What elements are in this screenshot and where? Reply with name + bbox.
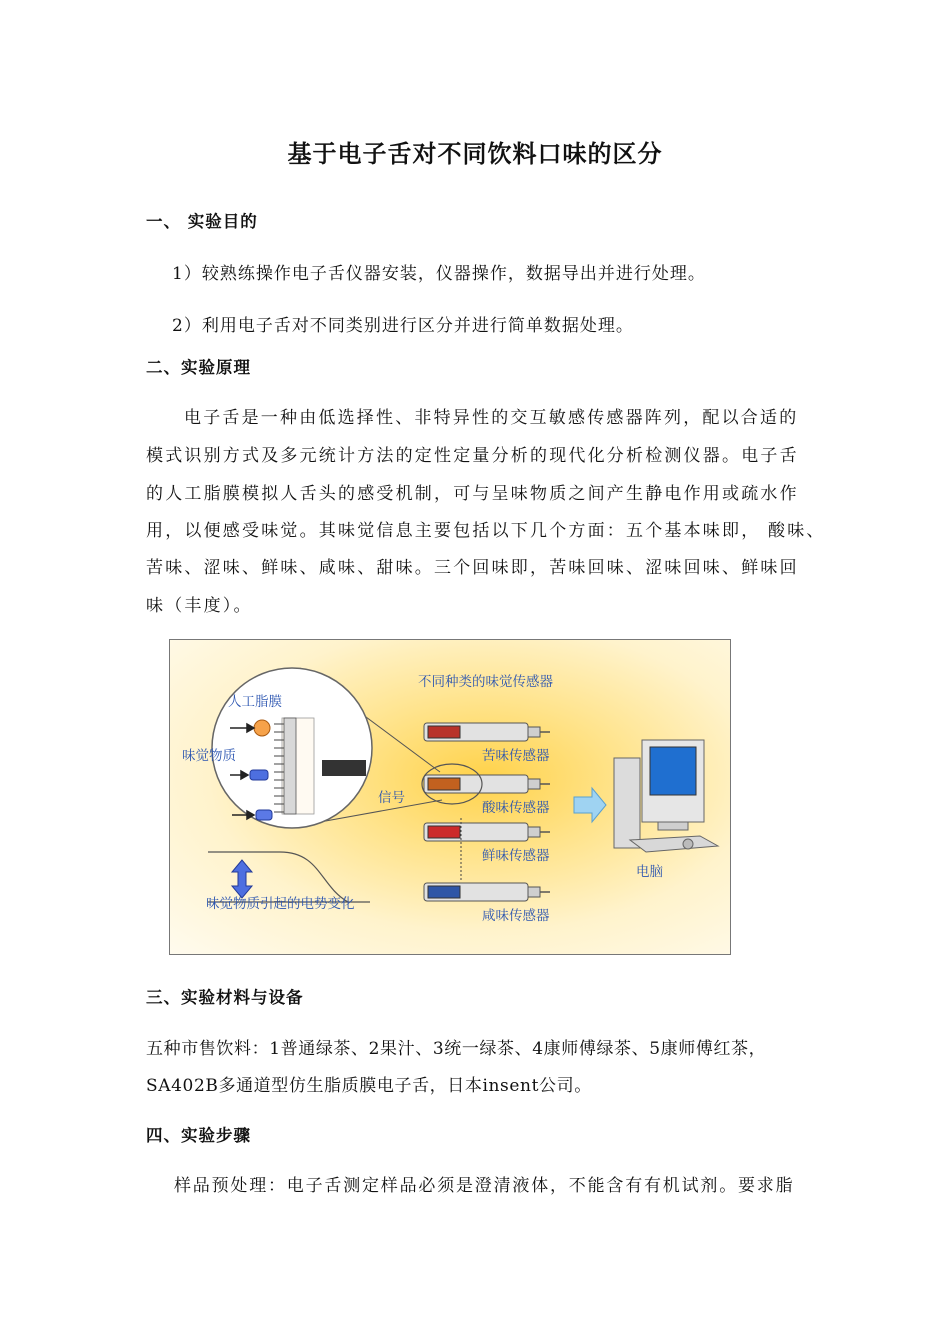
document-title: 基于电子舌对不同饮料口味的区分 [287, 140, 663, 168]
principle-line-5: 苦味、涩味、鲜味、咸味、甜味。三个回味即，苦味回味、涩味回味、鲜味回 [146, 558, 799, 578]
principle-line-3: 的人工脂膜模拟人舌头的感受机制，可与呈味物质之间产生静电作用或疏水作 [146, 484, 799, 504]
principle-line-1: 电子舌是一种由低选择性、非特异性的交互敏感传感器阵列，配以合适的 [184, 408, 799, 428]
steps-line-1: 样品预处理：电子舌测定样品必须是澄清液体，不能含有有机试剂。要求脂 [174, 1176, 795, 1196]
sensor-chamber [428, 826, 460, 838]
materials-line-1: 五种市售饮料：1普通绿茶、2果汁、3统一绿茶、4康师傅绿茶、5康师傅红茶， [146, 1039, 767, 1059]
signal-electrode [322, 760, 366, 776]
principle-line-2: 模式识别方式及多元统计方法的定性定量分析的现代化分析检测仪器。电子舌 [146, 446, 799, 466]
sensor-2 [424, 775, 550, 816]
label-potential: 味觉物质引起的电势变化 [206, 896, 355, 912]
potential-curve [208, 852, 348, 902]
sensor-tip [528, 887, 540, 897]
computer-icon [614, 740, 718, 852]
sensor-tip [528, 727, 540, 737]
output-arrow-icon [574, 788, 606, 822]
molecule-orange [254, 720, 270, 736]
sensor-1 [424, 723, 550, 764]
molecule-blue-2 [256, 810, 272, 820]
membrane-layer [284, 718, 296, 814]
sensor-chamber [428, 886, 460, 898]
diagram-svg [170, 640, 731, 955]
label-substance: 味觉物质 [182, 748, 236, 764]
electronic-tongue-diagram [169, 639, 731, 955]
label-membrane: 人工脂膜 [228, 694, 282, 710]
sensor-chamber [428, 726, 460, 738]
sensor-label: 鲜味传感器 [482, 848, 550, 864]
sensor-group [422, 723, 550, 924]
potential-arrow-icon [232, 860, 252, 898]
materials-line-2: SA402B多通道型仿生脂质膜电子舌，日本insent公司。 [146, 1076, 592, 1096]
heading-materials: 三、实验材料与设备 [146, 988, 304, 1007]
sensor-label: 咸味传感器 [482, 908, 550, 924]
purpose-item-1: 1）较熟练操作电子舌仪器安装，仪器操作，数据导出并进行处理。 [172, 264, 706, 284]
sensor-3 [424, 823, 550, 864]
principle-line-6: 味（丰度）。 [146, 596, 253, 616]
sensor-tip [528, 779, 540, 789]
sensor-4 [424, 883, 550, 924]
heading-steps: 四、实验步骤 [146, 1126, 251, 1145]
sensor-label: 苦味传感器 [482, 748, 550, 764]
heading-purpose: 一、 实验目的 [146, 212, 258, 231]
molecule-blue-1 [250, 770, 268, 780]
purpose-item-2: 2）利用电子舌对不同类别进行区分并进行简单数据处理。 [172, 316, 634, 336]
principle-line-4: 用，以便感受味觉。其味觉信息主要包括以下几个方面：五个基本味即， 酸味、 [146, 521, 826, 541]
heading-principle: 二、实验原理 [146, 358, 251, 377]
sensor-tip [528, 827, 540, 837]
label-computer: 电脑 [636, 864, 663, 880]
label-signal: 信号 [378, 790, 405, 806]
label-sensor-title: 不同种类的味觉传感器 [418, 674, 553, 690]
sensor-label: 酸味传感器 [482, 800, 550, 816]
sensor-chamber [428, 778, 460, 790]
